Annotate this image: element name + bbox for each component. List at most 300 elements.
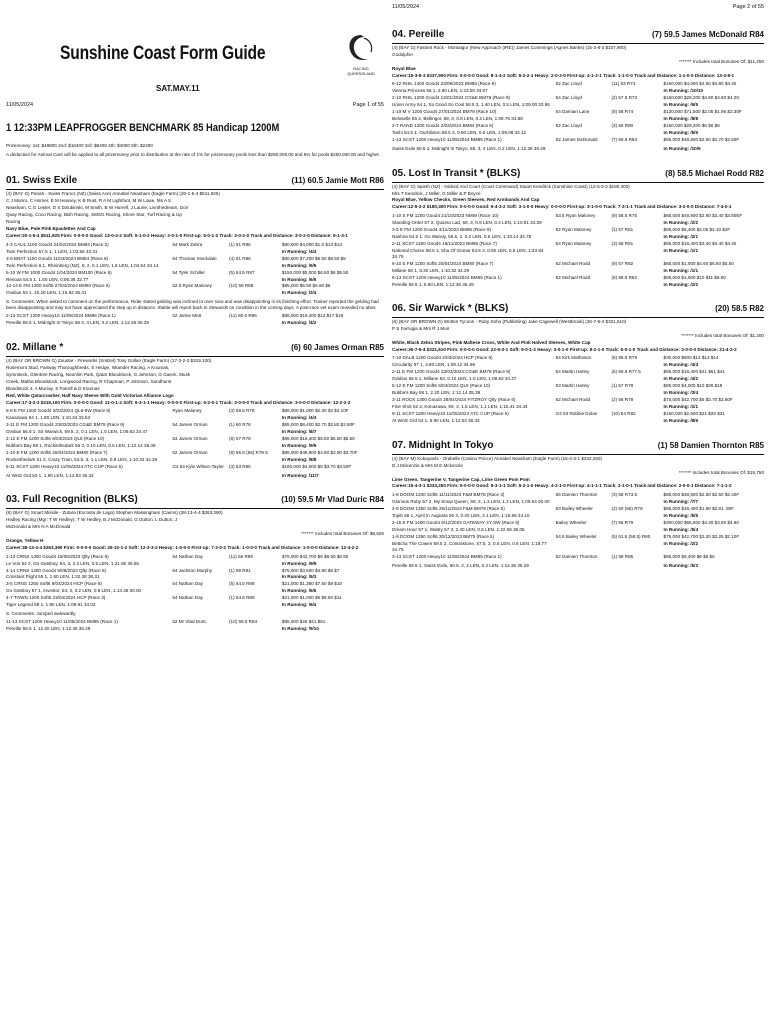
horse-detail-line: (8) (BAY G) Smart Missile - Zutara (Encosta de Lago) Stephen Massingham (Cairns) (38-13-4-4 $263,390) bbox=[6, 510, 223, 516]
run-cell bbox=[556, 281, 612, 288]
run-cell: 4-7 TOWN 1200 Soft5 23/04/2024 HCP (Race 3) bbox=[6, 595, 106, 601]
run-cell: $85,000 $1,000 $4.60 $6.50 $5.50 bbox=[663, 260, 734, 266]
run-cell: 54 Damian Lane bbox=[555, 109, 590, 115]
horse-jockey: (8) 58.5 Michael Rodd R82 bbox=[665, 168, 764, 178]
run-cell bbox=[611, 512, 663, 519]
run-cell: Beloselle 55 2, Bellingor, 59, 3, 0.8 LEN, 0.2 LEN, 1:09.76 34.88 bbox=[392, 116, 523, 122]
run-cell bbox=[172, 428, 229, 435]
run-cell: 5-12 E FM 1200 Soft6 6/04/2024 QL6 (Race 10) bbox=[392, 383, 491, 389]
run-cell bbox=[611, 281, 663, 288]
run-cell bbox=[556, 88, 612, 95]
horse-jockey: (6) 60 James Orman R85 bbox=[291, 342, 384, 352]
run-cell: 1-13 CRNS 1400 Good4 19/08/2023 Qlty (Race 8) bbox=[6, 553, 109, 559]
horse-detail-line: McDonald & Mrs N A McDonald bbox=[6, 524, 71, 530]
horse-header bbox=[392, 439, 764, 455]
run-cell: 54 Nathan Day bbox=[172, 595, 203, 601]
run-cell: (5) 61.5 (58.5) R80 bbox=[611, 533, 651, 539]
run-cell: 9-11 SCST 1200 Heavy10 11/05/2024 ATC CUP (Race 5) bbox=[392, 411, 509, 417]
run-cell: In Running: /2/2 bbox=[663, 540, 698, 546]
run-cell bbox=[556, 219, 612, 226]
run-cell: 52.5 Ryan Maloney bbox=[172, 283, 212, 289]
run-cell bbox=[556, 526, 612, 533]
prizemoney: Prizemoney: 1st: $48800 2nd: $16400 3rd: $8400 4th: $4000 5th: $2400 bbox=[6, 143, 153, 149]
run-cell bbox=[556, 233, 612, 240]
run-cell: 52 James Orman bbox=[172, 449, 208, 455]
run-cell: 6-8 E FM 1200 Good4 2/03/2024 QL6-5W (Race 8) bbox=[6, 408, 111, 414]
run-cell: (10) 59.5 R84 bbox=[229, 619, 258, 625]
run-cell bbox=[172, 574, 229, 581]
run-cell bbox=[556, 418, 612, 425]
run-cell bbox=[611, 88, 663, 95]
run-cell: 2-10 RHIL 1200 Good4 13/01/2024 CG&E BM78 (Race 9) bbox=[392, 95, 511, 101]
run-cell: 2-11 SCST 1400 Good4 18/11/2023 BM85 (Race 7) bbox=[392, 240, 497, 246]
run-cell bbox=[229, 588, 282, 595]
run-table bbox=[6, 241, 384, 297]
run-table bbox=[392, 81, 764, 144]
run-cell: $85,000 $16,400 $1.90 $2.61 .90F bbox=[663, 505, 735, 511]
run-cell: In Running: /5/5 bbox=[663, 130, 698, 136]
run-cell: 54 Nathan Day bbox=[172, 553, 203, 559]
recent-run-table bbox=[392, 146, 764, 153]
horse-detail-line: Symmteck, Glentree Racing, Noonlim Park, Qatar Bloodstock, G Johnson, G Gaeck, Musk bbox=[6, 371, 191, 377]
run-cell: 1-10 E FM 1200 Soft5 20/04/2024 BM80 (Race 7) bbox=[6, 449, 108, 455]
racing-colours: Royal Blue, Yellow Checks, Green Sleeves, Red Armbands And Cap bbox=[392, 197, 540, 203]
run-cell: (2) 57.5 R73 bbox=[611, 95, 638, 101]
run-cell: $21,000 $1,000 $6 $9.50 $11 bbox=[281, 595, 342, 601]
run-cell bbox=[229, 626, 282, 633]
run-cell: Pereille 59.5 1, Midnight In Tokyo 58 3, 4 LEN, 0.2 LEN, 1:12.36 36.29 bbox=[6, 320, 149, 326]
run-cell: Twin Perfection 6.1, Rheinberg (NZ), 6, 2, 0.1 LEN, 1.8 LEN, 1:04.64 34.14 bbox=[6, 262, 159, 268]
run-cell: (1) 59 R91 bbox=[229, 567, 251, 573]
run-cell: In Running: /4/4 bbox=[663, 362, 698, 368]
run-cell: In Running: /5/5 bbox=[663, 512, 698, 518]
run-cell: 54 Tyler Schiller bbox=[172, 269, 205, 275]
run-cell bbox=[229, 276, 282, 283]
run-cell: Ovidius 53 1, 10.20 LEN, 1:16.92 35.41 bbox=[6, 290, 87, 296]
run-cell bbox=[229, 602, 282, 609]
run-cell: $85,000 $26 $41 $61 bbox=[281, 619, 326, 625]
run-cell: 1-9 DOOM 1350 Soft6 30/12/2023 BM75 (Race 5) bbox=[392, 533, 495, 539]
run-cell bbox=[556, 512, 612, 519]
career-stats: Career:15-4-3-1 $333,250 Firm: 0-0-0-0 Good: 9-3-1-1 Soft: 6-2-1-0 Heavy: 4-2-1-0 First-up: 4-1-1-1 Track: 3-1-0-1 Track and Distance: 2-0-0-1 Distance: 7-1-1-2 bbox=[392, 483, 732, 489]
run-cell: In Running: /8/8 bbox=[663, 116, 698, 122]
run-cell: 2-12 E FM 1200 Soft6 6/04/2024 QL6 (Race 10) bbox=[6, 435, 105, 441]
run-cell: In Running: /5/3 bbox=[663, 562, 698, 568]
racing-colours: Navy Blue, Pale Pink Epaulettes And Cap bbox=[6, 226, 96, 232]
run-cell: Renoas 54.5 1, 1.60 LEN, 0:56.36 32.77 bbox=[6, 276, 89, 282]
top-date: 11/05/2024 bbox=[392, 4, 420, 10]
date-page-line bbox=[6, 102, 384, 109]
career-stats: Career:17-3-2-3 $319,100 Firm: 0-0-0-0 Good: 11-0-1-2 Soft: 6-3-1-1 Heavy: 0-0-0-0 First-up: 5-2-0-1 Track: 3-0-0-0 Track and Distance: 3-0-0-0 Distance: 12-2-2-2 bbox=[6, 399, 351, 405]
run-cell: $85,000 $48,800 $4.60 $3.90 $3.70F bbox=[281, 449, 358, 455]
run-cell: (9) 58.5 R76 bbox=[611, 212, 638, 218]
horse-detail-line: (4) (BAY G) Spieth (NZ) - Nicked And Court (Court Command) Stuart Kendrick (Sunshine Coast) (12-5-3-2 $180,300) bbox=[392, 183, 630, 189]
run-cell: 54 Martin Harley bbox=[555, 369, 590, 375]
run-cell bbox=[556, 146, 612, 153]
horse-header bbox=[6, 174, 384, 190]
racing-colours: Orange, Yellow H bbox=[6, 538, 44, 544]
horse-detail-line: (4) (BAY OR BROWN G) Zoustar - Fireworks (Snitzel) Tony Gollan (Eagle Farm) (17-3-2-3 $319,100) bbox=[6, 357, 212, 363]
run-cell: 14-14 E FM 1300 Soft5 27/04/2024 BM90 (Race 5) bbox=[6, 283, 110, 289]
run-cell: (10) 54 R82 bbox=[611, 411, 636, 417]
right-column bbox=[392, 28, 764, 569]
top-page-number: Page 2 of 55 bbox=[732, 4, 764, 10]
run-cell: $85,000 $8,400 $2.05 $2.10 $2F bbox=[663, 226, 731, 232]
run-cell bbox=[611, 540, 663, 553]
run-cell: G4 53 Robbie Dolan bbox=[555, 411, 598, 417]
run-cell: (1) 57 R81 bbox=[611, 226, 634, 232]
run-cell: 3-11 E FM 1200 Good4 23/03/2024 CG&E BM78 (Race 9) bbox=[6, 422, 125, 427]
horse-jockey: (20) 58.5 R82 bbox=[715, 304, 764, 314]
run-cell: $75,000 $42,700 $6 $8.50 $6.50 bbox=[281, 553, 349, 559]
bonus-note: ******* Includes total Bonuses Of: $15,750 bbox=[678, 469, 764, 475]
run-cell: $85,000 $1,000 $10 $11 $9.50 bbox=[663, 274, 726, 280]
run-cell: (3) 58 R81 bbox=[611, 240, 634, 246]
run-cell: 2-13 SCST 1200 Heavy10 11/05/2024 BM85 (Race 1) bbox=[6, 313, 116, 319]
run-cell: 7-10 DALB 1200 Good4 2/03/2024 HCP (Race 6) bbox=[392, 355, 493, 361]
run-cell bbox=[611, 498, 663, 505]
run-cell: In Running: /10/9 bbox=[663, 146, 701, 152]
run-cell: Standing Order 57 2, Quarso Lad, 59, 3, 0.9 LEN, 0.4 LEN, 1:10.81 34.39 bbox=[392, 219, 542, 225]
run-cell: In Running: /6/6 bbox=[281, 588, 317, 594]
run-cell: Kanazawa 54 1, 1.80 LEN, 1:10.34 33.53 bbox=[6, 415, 91, 421]
run-cell bbox=[556, 267, 612, 274]
run-cell: In Running: /8/6 bbox=[663, 418, 698, 424]
run-cell: In Running: /9/9 bbox=[281, 560, 317, 566]
run-cell: Go Gatsboy 57 1, Investor, 54, 2, 0.2 LEN, 0.9 LEN, 1:13.46 00.00 bbox=[6, 588, 142, 594]
run-cell bbox=[172, 442, 229, 449]
run-cell: $21,000 $1,350 $7.50 $9 $10 bbox=[281, 581, 342, 587]
run-cell bbox=[172, 262, 229, 269]
run-cell: National Choice 58.5 1, Sha Of Gomar 54.5 3, 0.50 LEN, 0.5 LEN, 1:23.84 34.76 bbox=[392, 247, 544, 259]
stewards-comment: S. Comments: Jumped awkwardly. bbox=[6, 610, 77, 616]
run-cell: In Running: /1/1 bbox=[663, 267, 698, 273]
horse-name: 07. Midnight In Tokyo bbox=[392, 439, 494, 451]
career-stats: Career:38-13-4-4 $263,390 Firm: 0-0-0-0 Good: 25-10-1-2 Soft: 12-3-3-2 Heavy: 1-0-0-0 First-up: 7-2-0-2 Track: 1-0-0-0 Track and Distance: 1-0-0-0 Distance: 12-4-2-2 bbox=[6, 545, 359, 551]
run-cell: 53 Martin Harley bbox=[555, 383, 590, 389]
horse-detail-line: (4) (BAY G) Fastnet Rock - Montaigur (New Approach (IRE)) James Cummings (Agnes Banks) (15-3-8-3 $337,900) bbox=[392, 45, 627, 50]
run-cell: (1) 61 R86 bbox=[229, 241, 251, 247]
run-cell: In Running: /11/7 bbox=[281, 472, 319, 478]
run-cell: $160,000 $2,500 $21 $26 $31 bbox=[663, 411, 725, 417]
run-cell: $85,000 $16,400 $5.50 $5.50 $5.50 bbox=[281, 435, 355, 441]
horse-entry bbox=[392, 28, 764, 153]
run-cell: (2) 56 R78 bbox=[611, 397, 634, 403]
horse-detail-line: C J Munro, C Horner, E M Heaney, K B Rust, R A M Lightfoot, M W Lowe, Ms A S bbox=[6, 198, 172, 204]
run-cell: 54 Zac Lloyd bbox=[555, 95, 582, 101]
run-cell: 54 Nathan Day bbox=[172, 581, 203, 587]
run-cell: Rockinthedark 51 2, Crazy Train, 53.5, 3, 1.1 LEN, 0.8 LEN, 1:10.32 34.29 bbox=[6, 456, 158, 462]
run-cell: 4-3 CAUL 1100 Good4 24/02/2024 BM84 (Race 2) bbox=[6, 241, 109, 247]
run-cell: 3-5 E FM 1200 Good4 4/11/2023 BM85 (Race 9) bbox=[392, 226, 491, 232]
run-cell: In Running: /2/4 bbox=[281, 290, 317, 296]
horse-name: 01. Swiss Exile bbox=[6, 175, 78, 187]
horse-detail-line: (4) (BAY G) Pariah - Swiss Francs (NZ) (Swiss Ace) Annabel Neasham (Eagle Farm) (20-1-5-4 $511,925) bbox=[6, 191, 220, 197]
horse-name: 03. Full Recognition (BLKS) bbox=[6, 494, 138, 506]
run-cell bbox=[229, 456, 282, 463]
run-cell: Dream Hour 57 1, Wattry 57 3, 2.40 LEN, 0.5 LEN, 1:22.56 35.06 bbox=[392, 526, 525, 532]
run-cell: In Running: /2/2 bbox=[663, 219, 698, 225]
run-cell bbox=[556, 562, 612, 569]
page-label: Page 1 of 55 bbox=[352, 102, 384, 108]
horse-detail-line: D J Mckenzie & Mrs M E Mckenzie bbox=[392, 462, 463, 468]
bonus-note: ******* Includes total Bonuses Of: $11,250 bbox=[679, 58, 764, 64]
run-table bbox=[6, 408, 384, 471]
run-cell: 3-11 ROCK 1300 Good4 28/04/2024 FITZROY Qlty (Race 6) bbox=[392, 397, 516, 403]
run-cell: 52 Ryan Maloney bbox=[555, 226, 592, 232]
run-cell bbox=[611, 233, 663, 240]
run-cell: 6-13 SCST 1200 Heavy10 11/05/2024 BM85 (Race 1) bbox=[392, 274, 502, 280]
bonus-note: ******* Includes total Bonuses Of: $1,200 bbox=[681, 333, 764, 338]
run-cell: (11) 56 R88 bbox=[229, 553, 253, 559]
run-cell: 53.5 Ryan Maloney bbox=[555, 212, 596, 218]
run-cell: In Running: /6/5 bbox=[281, 276, 317, 282]
horse-detail-line: Mrs T Kendrick, J Miller, G Miller & P Boyce bbox=[392, 190, 481, 196]
run-cell: $160,000 $4,000 $5 $3.70 $3.50F bbox=[281, 463, 352, 469]
run-cell bbox=[172, 560, 229, 567]
run-cell: In Running: /3/4 bbox=[663, 390, 698, 396]
run-cell: In Running: /8/7 bbox=[281, 428, 317, 434]
run-cell: 52 Damien Thornton bbox=[555, 553, 598, 559]
run-cell: (1) 58 R85 bbox=[611, 553, 634, 559]
run-cell bbox=[611, 362, 663, 369]
run-cell: (8) 58.5 R82 bbox=[611, 274, 638, 280]
run-cell: Tiger Legend 59 1, 1.80 LEN, 1:09.81 34.03 bbox=[6, 602, 96, 608]
racing-colours: White, Black Zebra Stripes, Pink Maltese Cross, White And Pink Halved Sleeves, White Cap bbox=[392, 339, 591, 345]
run-cell bbox=[229, 428, 282, 435]
run-cell: In Running: /6/4 bbox=[281, 602, 317, 608]
run-cell: Pereille 59.5 1, Swiss Exile, 60.5, 2, 4 LEN, 0.2 LEN, 1:12.36 36.29 bbox=[392, 562, 529, 568]
run-cell: Vienna Princess 56 1, 2.60 LEN, 1:23.00 34.07 bbox=[392, 88, 488, 94]
run-cell: $85,000 $16,400 $12 $17 $19 bbox=[281, 313, 344, 319]
run-cell bbox=[611, 102, 663, 109]
run-cell bbox=[172, 415, 229, 422]
run-cell: 54 Jackson Murphy bbox=[172, 567, 213, 573]
deduction-note: A deduction for Animal Care will be applied to all prizemoney prior to distribution at the rate of 1% for prizemoney pools less than $250,000.00 and 5% for pools $250,000.00 and higher. bbox=[6, 152, 381, 158]
run-cell: $80,000 $4,000 $1.0 $13 $13 bbox=[281, 241, 342, 247]
horse-jockey: (11) 60.5 Jamie Mott R86 bbox=[291, 176, 384, 186]
run-cell: 54 Mark Zahra bbox=[172, 241, 203, 247]
run-cell bbox=[172, 248, 229, 255]
run-cell: $85,000 $4,000 $10 $26 $19 bbox=[663, 383, 723, 389]
run-cell: $300,000 $65,500 $4.20 $3.80 $4.80 bbox=[663, 519, 739, 525]
page-title: Sunshine Coast Form Guide bbox=[60, 43, 266, 64]
run-cell bbox=[229, 320, 282, 327]
racing-colours: Red, White Qatarcrasher, Half Navy Sleeve With Gold Victorian Alliance Logo bbox=[6, 392, 174, 398]
run-cell bbox=[611, 526, 663, 533]
masthead bbox=[6, 28, 384, 93]
horse-header bbox=[392, 167, 764, 183]
run-cell: In Running: /2/1 bbox=[663, 233, 698, 239]
run-cell: 3-5 CRNS 1250 Soft6 9/04/2024 HCP (Race 8) bbox=[6, 581, 102, 587]
run-cell: $160,000 $29,200 $4.60 $4.60 $4.20 bbox=[663, 95, 739, 101]
run-cell: $80,000 $7,200 $5.50 $6.50 $5 bbox=[281, 255, 346, 261]
run-cell: Union Army 54 1, So Good So Cool 58.5 3, 1.40 LEN, 0.5 LEN, 1:09.00 33.86 bbox=[392, 102, 550, 108]
run-cell: 1-8 DOOM 1200 Soft6 11/11/2023 F&M BM78 (Race 3) bbox=[392, 491, 505, 497]
run-cell bbox=[611, 219, 663, 226]
horse-jockey: (1) 58 Damien Thornton R85 bbox=[657, 440, 764, 450]
logo-text: RACING QUEENSLAND bbox=[347, 66, 375, 77]
run-cell: In Running: /4/4 bbox=[281, 415, 317, 421]
career-stats: Career:20-1-5-4 $511,925 Firm: 0-0-0-0 Good: 13-0-4-2 Soft: 5-1-0-2 Heavy: 2-0-1-0 First-up: 5-0-1-2 Track: 3-0-2-0 Track and Distance: 3-0-2-0 Distance: 9-1-3-1 bbox=[6, 233, 348, 239]
run-cell: $85,000 $1,000 $2.30 $2 $2.10F bbox=[281, 408, 349, 414]
run-cell: In Running: /6/5 bbox=[663, 102, 698, 108]
run-cell: 52 Mr Vlad Duric bbox=[172, 619, 207, 625]
run-cell: In Running: /2/2 bbox=[663, 281, 698, 287]
run-cell: (7) 59.5 R84 bbox=[611, 137, 638, 143]
run-cell: 2-11 E FM 1200 Good4 23/03/2024 CG&E BM78 (Race 9) bbox=[392, 369, 511, 375]
run-cell: Ryan Maloney bbox=[172, 408, 202, 414]
run-cell: Twin Perfection 57.5 1, 1 LEN, 1:03.56 33.31 bbox=[6, 248, 98, 254]
run-cell bbox=[172, 626, 229, 633]
horse-name: 02. Millane * bbox=[6, 341, 64, 353]
run-cell: Ovidius 56.5 1, Millane 63, 0.10 LEN, 1.0 LEN, 1:09.83 34.47 bbox=[392, 376, 517, 382]
run-cell bbox=[172, 320, 229, 327]
career-stats: Career:15-3-8-3 $337,900 Firm: 0-0-0-0 Good: 8-1-4-2 Soft: 5-2-2-1 Heavy: 2-0-2-0 First-up: 4-1-2-1 Track: 1-1-0-0 Track and Distance: 1-1-0-0 Distance: 13-4-8-1 bbox=[392, 72, 735, 78]
run-cell: 52 Zac Lloyd bbox=[555, 81, 582, 87]
left-column bbox=[6, 28, 384, 633]
run-cell: 6-12 RHIL 1400 Good4 23/09/2023 BM88 (Race 9) bbox=[392, 81, 496, 87]
run-cell: In Running: /5/5 bbox=[281, 262, 317, 268]
race-title: 1 12:33PM LEAPFROGGER BENCHMARK 85 Handicap 1200M bbox=[6, 122, 280, 135]
run-cell: (5) 59.5 R77.5 bbox=[611, 369, 641, 375]
career-stats: Career:12-5-3-2 $180,300 Firm: 0-0-0-0 Good: 9-4-3-2 Soft: 3-1-0-0 Heavy: 0-0-0-0 First-up: 3-1-0-0 Track: 7-3-1-1 Track and Distance: 3-2-0-0 Distance: 7-4-0-1 bbox=[392, 204, 732, 210]
horse-name: 04. Pereille bbox=[392, 29, 445, 40]
run-cell: Circularity 57 1, 4.80 LEN, 1:09.12 34.96 bbox=[392, 362, 475, 368]
horse-header bbox=[6, 341, 384, 357]
run-cell bbox=[556, 130, 612, 137]
run-cell: (3) 58.5 R78 bbox=[229, 408, 255, 414]
run-cell: In Running: /5/3 bbox=[281, 574, 317, 580]
run-cell: $85,000 $16,400 $3.40 $4.40 $4.40 bbox=[663, 240, 737, 246]
run-cell: (9) 57 R78 bbox=[229, 435, 251, 441]
run-cell: 54 Ryan Maloney bbox=[555, 240, 592, 246]
bonus-note: ******* Includes total Bonuses Of: $6,625 bbox=[301, 531, 384, 537]
horse-detail-line: Hedley Racing (Mgr: T W Hedley), T W Hedley, B J McDonald, G Dutton, L Dutton, J bbox=[6, 517, 178, 523]
career-stats: Career:36-7-5-4 $321,610 Firm: 0-0-0-0 Good: 22-6-3-1 Soft: 9-0-1-2 Heavy: 3-0-1-0 First-up: 8-2-1-0 Track: 5-0-1-0 Track and Distance: 3-0-0-0 Distance: 21-4-2-2 bbox=[392, 346, 737, 352]
run-cell bbox=[611, 376, 663, 383]
run-cell bbox=[611, 130, 663, 137]
run-cell: In Running: /7/7 bbox=[663, 498, 698, 504]
run-cell bbox=[556, 540, 612, 553]
run-cell bbox=[229, 472, 282, 479]
horse-detail-line: Racing bbox=[6, 219, 21, 225]
horse-detail-line: Neasham, C G Lester, D S Dziubinski, M Smith, B W Hurrell, J Laurie, Livnthedream, Don bbox=[6, 205, 189, 211]
run-table bbox=[392, 355, 764, 425]
run-cell bbox=[611, 247, 663, 260]
run-cell: Glorious Ruby 57 2, My Snow Queen, 59, 3, 1.3 LEN, 1.3 LEN, 1:09.64 00.00 bbox=[392, 498, 550, 504]
run-cell: $85,000 $8,400 $2.70 $2.80 $2.80F bbox=[281, 422, 355, 427]
run-cell: 52 Jamie Mott bbox=[172, 313, 202, 319]
run-cell: $75,000 $42,700 $2.20 $2.25 $2.10F bbox=[663, 533, 740, 539]
run-cell: $30,000 $600 $13 $12 $14 bbox=[663, 355, 719, 361]
run-cell: Le Voir 54 2, Go Gatsboy, 54, 3, 2.3 LEN, 0.5 LEN, 1:21.90 36.56 bbox=[6, 560, 139, 566]
run-cell: (11) 53 R74 bbox=[611, 81, 636, 87]
run-cell: (8) 58 R74 bbox=[611, 109, 634, 115]
run-cell: Fine Shot 52 2, Konazawa, 59, 3, 1.5 LEN, 1.1 LEN, 1:15.41 34.34 bbox=[392, 404, 528, 410]
run-cell: Pereille 59.5 1, 5.60 LEN, 1:12.36 36.29 bbox=[392, 281, 474, 287]
run-cell bbox=[611, 390, 663, 397]
run-cell bbox=[556, 404, 612, 411]
run-cell: In Running: /5/4 bbox=[663, 526, 698, 532]
run-cell: Bettcha The Cowen 59.5 2, Contrastone, 57.5, 3, 0.6 LEN, 0.6 LEN, 1:19.77 34.75 bbox=[392, 540, 547, 552]
run-cell: In Running: /10/10 bbox=[663, 88, 704, 94]
run-cell: 52 Michael Rodd bbox=[555, 274, 591, 280]
run-cell: $150,000 $5,000 $6.50 $6 $5.50 bbox=[281, 269, 349, 275]
run-cell bbox=[556, 102, 612, 109]
run-cell: 52 James McDonald bbox=[555, 137, 598, 143]
run-cell: (3) 53 R85 bbox=[229, 463, 251, 469]
run-table bbox=[6, 553, 384, 609]
run-cell: Pereille 59.5 1, 12.40 LEN, 1:12.36 36.29 bbox=[6, 626, 91, 632]
run-cell: 2-15 E FM 1400 Good4 9/12/2023 GATEWAY 4Y SW (Race 8) bbox=[392, 519, 520, 525]
run-cell: Bubba's Bay 58 1, 2.20 LEN, 1:12.14 35.39 bbox=[392, 390, 481, 396]
run-cell bbox=[229, 290, 282, 297]
horse-detail-line: Rosemont Stud, Fairway Thoroughbreds, S Hedge, Iskander Racing, A Koumas, bbox=[6, 364, 170, 370]
run-cell: 54 James Orman bbox=[172, 422, 208, 427]
right-horse-list bbox=[392, 28, 764, 569]
run-cell: 2-9 DOOM 1350 Soft6 25/11/2023 F&M BM78 (Race 5) bbox=[392, 505, 505, 511]
run-cell: (1) 60 R78 bbox=[229, 422, 251, 427]
run-cell: 4-14 CRNS 1400 Good4 9/09/2023 Qlty (Race 8) bbox=[6, 567, 107, 573]
run-cell: In Running: /1/1 bbox=[663, 247, 698, 253]
horse-name: 05. Lost In Transit * (BLKS) bbox=[392, 167, 521, 179]
horse-detail-line: Quay Racing, Coco Racing, Bish Racing, SMSG Racing, Shore Star, Turf Racing & Up bbox=[6, 212, 182, 218]
run-cell: 1-13 SCST 1200 Heavy10 11/05/2024 BM85 (Race 1) bbox=[392, 137, 502, 143]
run-cell: $85,000 $16,400 $41 $61 $41 bbox=[663, 369, 725, 375]
horse-entry bbox=[6, 493, 384, 632]
racing-queensland-logo-icon bbox=[344, 32, 378, 66]
run-cell: 5-11 SCST 1200 Heavy10 11/05/2024 ATC CUP (Race 5) bbox=[6, 463, 123, 469]
run-cell: $160,000 $4,000 $4.60 $4.80 $4.40 bbox=[663, 81, 737, 87]
run-cell: In Running: /9/10 bbox=[281, 626, 319, 632]
run-cell: 11-13 SCST 1200 Heavy10 11/05/2024 BM85 (Race 1) bbox=[6, 619, 118, 625]
run-cell: 55 Damien Thornton bbox=[555, 491, 598, 497]
run-cell bbox=[611, 146, 663, 153]
horse-detail-line: Creek, Matha Bloodstock, Longwood Racing, R Chapman, P Johnson, Sandhurst bbox=[6, 378, 172, 384]
run-cell: 53 Bailey Wheeler bbox=[555, 505, 593, 511]
run-cell: 52 Zac Lloyd bbox=[555, 123, 582, 129]
left-date: 11/05/2024 bbox=[6, 102, 34, 108]
run-cell: 2-7 RAND 1200 Good4 2/03/2024 BM84 (Race 5) bbox=[392, 123, 494, 129]
left-horse-list bbox=[6, 174, 384, 632]
run-cell bbox=[556, 116, 612, 123]
horse-jockey: (10) 59.5 Mr Vlad Duric R84 bbox=[281, 495, 384, 505]
run-cell: In Running: /4/4 bbox=[281, 248, 317, 254]
recent-run-table bbox=[6, 619, 384, 633]
run-cell: Millane 56 1, 8.30 LEN, 1:10.32 34.29 bbox=[392, 267, 470, 273]
horse-header bbox=[392, 302, 764, 318]
horse-detail-line: Bloodstock 4, A Murray, S Farrell & D Koumas bbox=[6, 385, 100, 391]
run-cell: $75,000 $3,500 $4.80 $6 $7 bbox=[281, 567, 340, 573]
horse-entry bbox=[6, 174, 384, 326]
run-cell: Tashi 54.5 1, Ourhibson 58.5 3, 0.50 LEN, 0.6 LEN, 1:09.08 33.12 bbox=[392, 130, 527, 136]
horse-entry bbox=[392, 302, 764, 425]
run-cell bbox=[172, 588, 229, 595]
run-cell: 1-10 M V 1200 Good4 27/01/2024 BM78 (Race 10) bbox=[392, 109, 497, 115]
run-cell bbox=[229, 574, 282, 581]
horse-jockey: (7) 59.5 James McDonald R84 bbox=[651, 30, 764, 39]
run-cell: $130,000 $71,500 $2.05 $1.95 $2.30F bbox=[663, 109, 742, 115]
run-cell bbox=[172, 472, 229, 479]
run-cell: At Wntz Grd 53 1, 6.90 LEN, 1:12.53 36.33 bbox=[392, 418, 480, 424]
run-cell: (5) 55.5 R79 bbox=[611, 355, 638, 361]
meeting-date: SAT.MAY.11 bbox=[156, 84, 200, 93]
run-cell: $75,000 $42,700 $5 $3.70 $3.60F bbox=[663, 397, 733, 403]
run-cell bbox=[229, 560, 282, 567]
horse-detail-line: Godolphin bbox=[392, 51, 413, 57]
run-cell bbox=[229, 262, 282, 269]
